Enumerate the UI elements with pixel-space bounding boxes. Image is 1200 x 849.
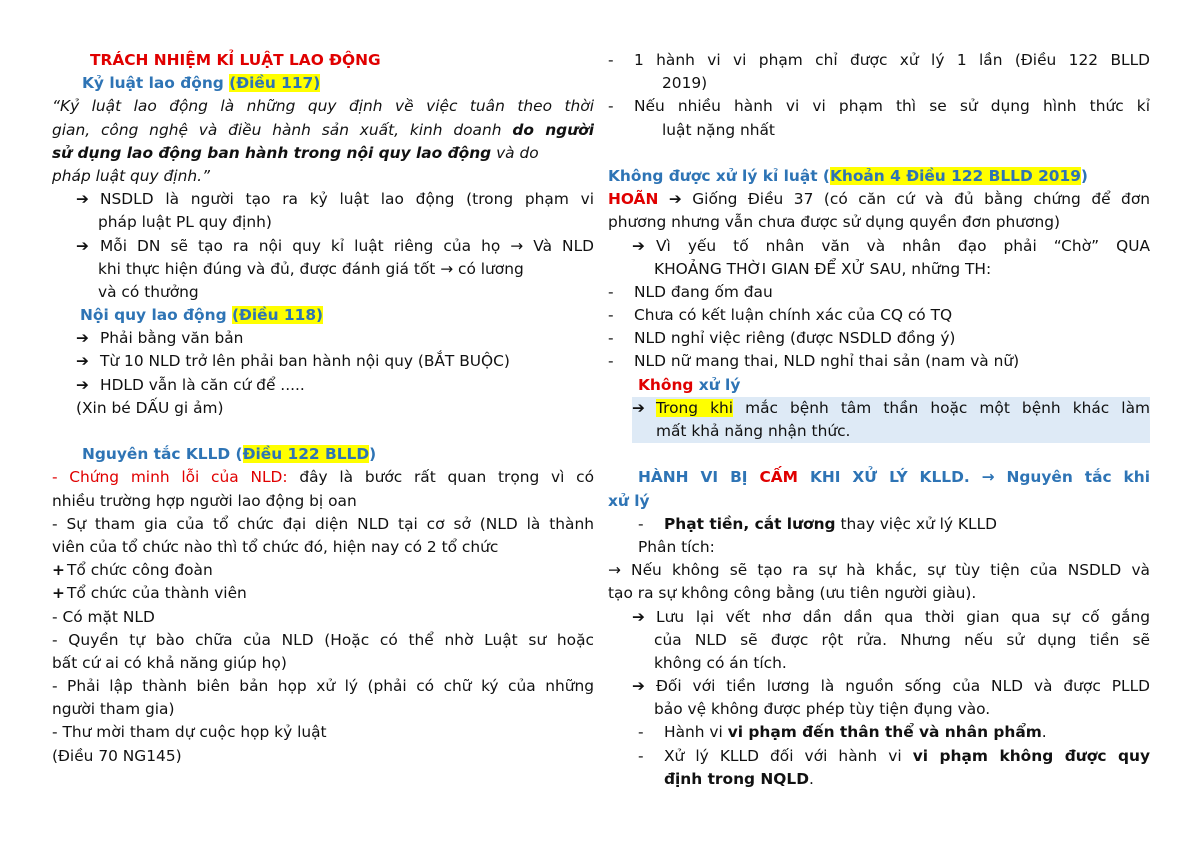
arrow-icon: ➔	[632, 398, 645, 417]
principle-line: - Sự tham gia của tổ chức đại diện NLD tại cơ sở (NLD là thành	[52, 514, 594, 533]
hoan-line: HOÃN ➔ Giống Điều 37 (có căn cứ và đủ bằng chứng để đơn	[608, 190, 1150, 209]
shaded-block	[632, 397, 1150, 443]
definition-line: “Kỷ luật lao động là những quy định về việc tuân theo thời	[52, 97, 594, 116]
arrow-icon: ➔	[76, 190, 89, 209]
principle-line: - Chứng minh lỗi của NLD: đây là bước rất quan trọng vì có	[52, 468, 594, 487]
arrow-item: ➔ Từ 10 NLD trở lên phải ban hành nội quy (BẮT BUỘC)	[52, 350, 594, 373]
principle-line: nhiều trường hợp người lao động bị oan	[52, 491, 357, 510]
arrow-item-cont: của NLD sẽ được rột rửa. Nhưng nếu sử dụng tiền sẽ	[654, 630, 1150, 649]
arrow-item-cont: bảo vệ không được phép tùy tiện đụng vào.	[654, 700, 991, 719]
principle-line: người tham gia)	[52, 700, 175, 719]
analysis-line: → Nếu không sẽ tạo ra sự hà khắc, sự tùy tiện của NSDLD và	[608, 561, 1150, 580]
dash-item: - Phạt tiền, cắt lương thay việc xử lý KLLD	[608, 513, 1150, 536]
arrow-icon: ➔	[76, 236, 89, 255]
dash-bullet: -	[608, 352, 614, 371]
arrow-item: ➔ NSDLD là người tạo ra kỷ luật lao động (trong phạm vi	[52, 188, 594, 211]
principle-line: - Phải lập thành biên bản họp xử lý (phải có chữ ký của những	[52, 677, 594, 696]
arrow-item: ➔ HDLD vẫn là căn cứ để .....	[52, 374, 594, 397]
arrow-item: ➔ Mỗi DN sẽ tạo ra nội quy kỉ luật riêng của họ → Và NLD	[52, 235, 594, 258]
hoan-line: phương nhưng vẫn chưa được sử dụng quyền đơn phương)	[608, 213, 1060, 232]
plus-icon: +	[52, 584, 65, 603]
dash-bullet: -	[638, 723, 644, 742]
definition-line: sử dụng lao động ban hành trong nội quy lao động và do	[52, 143, 539, 162]
dash-item: - Nếu nhiều hành vi vi phạm thì se sử dụng hình thức kỉ	[608, 95, 1150, 118]
section-heading-noi-quy: Nội quy lao động (Điều 118)	[80, 306, 324, 325]
document-title: TRÁCH NHIỆM KỈ LUẬT LAO ĐỘNG	[90, 51, 381, 69]
arrow-item-cont: pháp luật PL quy định)	[98, 213, 272, 232]
principle-line: bất cứ ai có khả năng giúp họ)	[52, 653, 287, 672]
note-line: (Xin bé DẤU gi ảm)	[76, 398, 224, 417]
principle-line: - Thư mời tham dự cuộc họp kỷ luật	[52, 723, 327, 742]
right-column	[608, 49, 1150, 791]
dash-item: - NLD đang ốm đau	[608, 281, 1150, 304]
analysis-label: Phân tích:	[638, 537, 715, 556]
arrow-icon: ➔	[76, 352, 89, 371]
arrow-icon: ➔	[76, 375, 89, 394]
dash-item: - NLD nữ mang thai, NLD nghỉ thai sản (nam và nữ)	[608, 350, 1150, 373]
dash-item-cont: luật nặng nhất	[662, 120, 775, 139]
arrow-item: ➔ Vì yếu tố nhân văn và nhân đạo phải “Chờ” QUA	[608, 235, 1150, 258]
section-heading-hanh-vi-cam: HÀNH VI BỊ CẤM KHI XỬ LÝ KLLD. → Nguyên tắc khi	[638, 468, 1150, 487]
dash-bullet: -	[608, 329, 614, 348]
definition-line: pháp luật quy định.”	[52, 166, 210, 185]
dash-bullet: -	[608, 97, 614, 116]
arrow-icon: ➔	[632, 677, 645, 696]
principle-line: viên của tổ chức nào thì tổ chức đó, hiện nay có 2 tổ chức	[52, 537, 499, 556]
dash-item-cont: định trong NQLD.	[664, 769, 814, 788]
principle-line: - Có mặt NLD	[52, 607, 155, 626]
left-column	[52, 49, 594, 768]
plus-icon: +	[52, 561, 65, 580]
arrow-icon: ➔	[76, 329, 89, 348]
arrow-item: ➔ Đối với tiền lương là nguồn sống của NLD và được PLLD	[608, 675, 1150, 698]
plus-item: + Tổ chức của thành viên	[52, 582, 594, 605]
dash-bullet: -	[638, 746, 644, 765]
arrow-icon: ➔	[632, 236, 645, 255]
analysis-line: tạo ra sự không công bằng (ưu tiên người giàu).	[608, 584, 977, 603]
dash-item: - Hành vi vi phạm đến thân thể và nhân phẩm.	[608, 721, 1150, 744]
principle-line: - Quyền tự bào chữa của NLD (Hoặc có thể nhờ Luật sư hoặc	[52, 630, 594, 649]
dash-bullet: -	[608, 282, 614, 301]
arrow-item-cont: và có thưởng	[98, 282, 199, 301]
dash-item-cont: 2019)	[662, 74, 708, 93]
dash-item: - Chưa có kết luận chính xác của CQ có TQ	[608, 304, 1150, 327]
arrow-item-cont: khi thực hiện đúng và đủ, được đánh giá tốt → có lương	[98, 259, 524, 278]
arrow-item-cont: KHOẢNG THỜI GIAN ĐỂ XỬ SAU, những TH:	[654, 259, 992, 278]
dash-bullet: -	[638, 514, 644, 533]
dash-bullet: -	[608, 51, 614, 69]
arrow-icon: ➔	[668, 190, 682, 209]
principle-line: (Điều 70 NG145)	[52, 746, 182, 765]
section-heading-cont: xử lý	[608, 491, 650, 510]
section-heading-khong-xu-ly: Không được xử lý kỉ luật (Khoản 4 Điều 122 BLLD 2019)	[608, 166, 1088, 185]
subheading-khong-xu-ly: Không xử lý	[638, 375, 741, 394]
definition-line: gian, công nghệ và điều hành sản xuất, kinh doanh do người	[52, 120, 594, 139]
arrow-icon: ➔	[632, 607, 645, 626]
plus-item: + Tổ chức công đoàn	[52, 559, 594, 582]
dash-item: - NLD nghỉ việc riêng (được NSDLD đồng ý)	[608, 327, 1150, 350]
dash-item: - 1 hành vi vi phạm chỉ được xử lý 1 lần (Điều 122 BLLD	[608, 49, 1150, 72]
arrow-item-cont: mất khả năng nhận thức.	[656, 422, 851, 440]
arrow-item: ➔ Lưu lại vết nhơ dần dần qua thời gian qua sự cố gắng	[608, 606, 1150, 629]
dash-bullet: -	[608, 306, 614, 325]
section-heading-nguyen-tac: Nguyên tắc KLLD (Điều 122 BLLD)	[82, 445, 377, 464]
arrow-item: ➔ Phải bằng văn bản	[52, 327, 594, 350]
dash-item: - Xử lý KLLD đối với hành vi vi phạm không được quy	[608, 745, 1150, 768]
section-heading-ky-luat: Kỷ luật lao động (Điều 117)	[82, 74, 321, 93]
arrow-item: ➔ Trong khi mắc bệnh tâm thần hoặc một bệnh khác làm	[632, 397, 1150, 420]
arrow-item-cont: không có án tích.	[654, 653, 787, 672]
